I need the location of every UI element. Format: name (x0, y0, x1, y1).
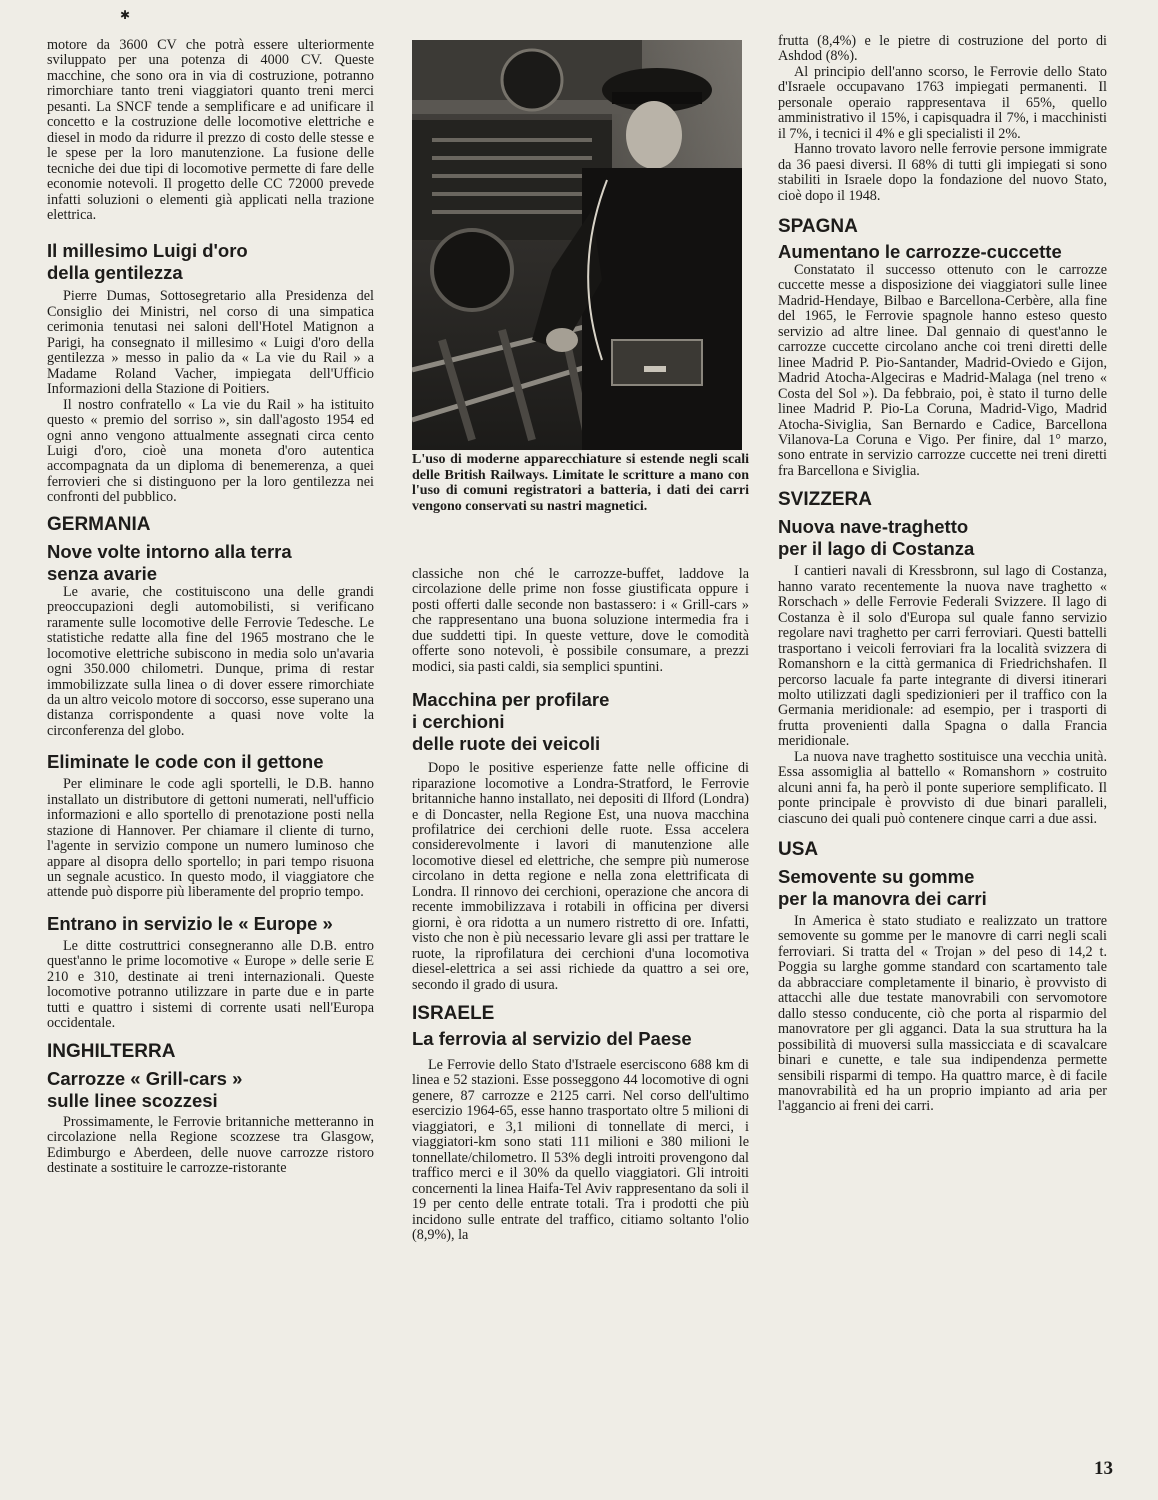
section-country: INGHILTERRA (47, 1040, 176, 1062)
page-number: 13 (1094, 1458, 1113, 1479)
article-headline: Macchina per profilare (412, 689, 610, 711)
article-paragraph: Pierre Dumas, Sottosegretario alla Presidenza del Consiglio dei Ministri, nel corso di una simpatica cerimonia tenutasi nei saloni dell'Hotel Matignon a Parigi, ha consegnato il millesimo « Luigi d'oro della gentilezza » messo in palio da « La vie du Rail » a Madame Roland Vacher, impiegata dell'Ufficio Informazioni della Stazione di Poitiers. (47, 288, 374, 398)
section-country: USA (778, 839, 819, 861)
article-paragraph: Hanno trovato lavoro nelle ferrovie persone immigrate da 36 paesi diversi. Il 68% di tutti gli impiegati si sono stabiliti in Israele dopo la fondazione del nuovo Stato, cioè dopo il 1948. (778, 141, 1107, 204)
article-paragraph: Constatato il successo ottenuto con le carrozze cuccette messe a disposizione dei viaggiatori sulle linee Madrid-Hendaye, Bilbao e Barcellona-Cerbère, alla fine del 1965, le Ferrovie spagnole hanno esteso questo servizio ad altre linee. Dal gennaio di quest'anno le carrozze cuccette circolano anche coi treni diretti delle linee Madrid P. Pio-Santander, Madrid-Oviedo e Gijon, Madrid Atocha-Algeciras e Madrid-Malaga (nel treno « Costa del Sol »). Da febbraio, poi, è stato il turno delle linee Madrid P. Pio-La Coruna, Madrid-Vigo, Madrid Atocha-Siviglia, San Bernardo e Cadice, Barcellona Vilanova-La Coruna e Vigo. Per finire, dal 1° marzo, sono entrate in servizio carrozze cuccette nei treni diretti fra Barcellona e Siviglia. (778, 261, 1107, 479)
page-mark: ✱ (120, 8, 131, 22)
article-paragraph: Prossimamente, le Ferrovie britanniche metteranno in circolazione nella Regione scozzese tra Glasgow, Edimburgo e Aberdeen, delle nuove carrozze ristoro destinate a sostituire le carrozze-ristorante (47, 1113, 374, 1177)
article-headline: per la manovra dei carri (778, 888, 987, 910)
article-headline: per il lago di Costanza (778, 538, 975, 560)
article-headline: Eliminate le code con il gettone (47, 751, 324, 773)
article-paragraph: Le avarie, che costituiscono una delle grandi preoccupazioni degli automobilisti, si verificano raramente sulle locomotive delle Ferrovie Tedesche. Le statistiche redatte alla fine del 1965 mostrano che le locomotive elettriche subiscono in media solo un'avaria ogni 350.000 chilometri. Dunque, prima di restar immobilizzate sulla linea o di dover essere rimorchiate da un altro veicolo motore di soccorso, esse superano una distanza corrispondente a quasi nove volte la circonferenza del globo. (47, 583, 375, 739)
section-country: GERMANIA (47, 513, 151, 535)
article-paragraph: Per eliminare le code agli sportelli, le D.B. hanno installato un distributore di gettoni numerati, nell'ufficio informazioni e allo sportello di prenotazione posti nella stazione di Hannover. Per chiamare il cliente di turno, l'agente in servizio compone un numero luminoso che appare al disopra dello sportello; in pari tempo risuona un segnale acustico. In questo modo, il viaggiatore che attende può disporre più liberamente del proprio tempo. (47, 776, 374, 901)
article-paragraph: Dopo le positive esperienze fatte nelle officine di riparazione locomotive a Londra-Stratford, le Ferrovie britanniche hanno installato, nei depositi di Ilford (Londra) e di Doncaster, nella Regione Est, una nuova macchina profilatrice dei cerchioni delle ruote. Essa accelera considerevolmente i lavori di manutenzione alle locomotive diesel ed elettriche, che sempre più numerose circolano in detta regione e nella zona elettrificata di Londra. Il rinnovo dei cerchioni, operazione che ancora di recente immobilizzava i rotabili in officina per diversi giorni, è ora ridotta a un numero ristretto di ore. Infatti, visto che non è più necessario levare gli assi per trattare le ruote, la riprofilatura dei cerchioni d'una locomotiva diesel-elettrica a sei assi richiede da quattro a sei ore, secondo il grado di usura. (412, 760, 749, 993)
article-headline: Nove volte intorno alla terra (47, 540, 292, 562)
section-country: ISRAELE (412, 1002, 495, 1024)
article-headline: Nuova nave-traghetto (778, 516, 969, 538)
column-1-intro: motore da 3600 CV che potrà essere ulteriormente sviluppato per una potenza di 4000 CV. Queste macchine, che sono ora in via di costruzione, potranno rimorchiare tanto treni viaggiatori quanto treni merci pesanti. La SNCF tende a semplificare e ad unificare il concetto e la costruzione delle locomotive elettriche e diesel in modo da ridurre il prezzo di costo delle stesse e le spese per la loro manutenzione. La fusione delle tecniche dei due tipi di locomotive permette di fare delle economie notevoli. Il progetto delle CC 72000 prevede infatti soluzioni o elementi già applicati nella trazione elettrica. (47, 37, 374, 223)
section-country: SPAGNA (778, 215, 858, 237)
article-paragraph: Al principio dell'anno scorso, le Ferrovie dello Stato d'Israele occupavano 1763 impiegati permanenti. Il personale operaio rappresentava il 65%, quello amministrativo il 15%, i capisquadra il 7%, i macchinisti il 7%, i tecnici il 4% e gli specialisti il 2%. (778, 63, 1107, 142)
column-2-continuation: classiche non ché le carrozze-buffet, laddove la circolazione delle prime non fosse giustificata oppure i posti offerti dalle seconde non bastassero: i « Grill-cars » che rappresentano una buona soluzione intermedia fra i due suddetti tipi. In queste vetture, dove le comodità offerte sono notevoli, è possibile consumare, a prezzi modici, sia pasti caldi, sia semplici spuntini. (412, 566, 749, 675)
article-paragraph: Il nostro confratello « La vie du Rail » ha istituito questo « premio del sorriso », sin dall'agosto 1954 ed ogni anno vengono attualmente assegnati circa cento Luigi d'oro, cioè una moneta d'oro autentica accompagnata da un diploma di benemerenza, a quei ferrovieri che si distinguono per la loro gentilezza nei confronti del pubblico. (47, 396, 374, 506)
article-headline: sulle linee scozzesi (47, 1089, 218, 1111)
article-headline: Il millesimo Luigi d'oro (47, 240, 248, 262)
article-headline: della gentilezza (47, 262, 183, 284)
column-3 (778, 0, 1107, 1115)
article-headline: La ferrovia al servizio del Paese (412, 1027, 692, 1049)
article-headline: Aumentano le carrozze-cuccette (778, 240, 1062, 262)
article-paragraph: I cantieri navali di Kressbronn, sul lago di Costanza, hanno varato recentemente la nuova nave traghetto « Rorschach » delle Ferrovie Federali Svizzere. Il lago di Costanza è il solo d'Europa sul quale fanno servizio regolare navi traghetto per carri ferroviari. Questi battelli trasportano i veicoli ferroviari fra la località svizzera di Romanshorn e la città germanica di Friedrichshafen. Il percorso lacuale fa parte integrante di diversi itinerari molto utilizzati dagli spedizionieri per il traffico con la Germania meridionale: ad esempio, per i trasporti di frutta provenienti dalla Spagna o dalla Francia meridionale. (778, 563, 1107, 750)
article-headline: i cerchioni (412, 711, 505, 733)
article-paragraph: Le Ferrovie dello Stato d'Istraele eserciscono 688 km di linea e 52 stazioni. Esse posseggono 44 locomotive di ogni genere, 87 carrozze e 2125 carri. Nel corso dell'ultimo esercizio 1964-65, esse hanno trasportato oltre 5 milioni di viaggiatori, e 3,1 milioni di tonnellate di merci, i viaggiatori-km sono stati 111 milioni e 380 milioni le tonnellate/chilometro. Il 53% degli introiti provengono dal traffico merci e il 30% da quello viaggiatori. Gli introiti concernenti la linea Haifa-Tel Aviv rappresentano da soli il 19 per cento delle entrate totali. Tra i prodotti che più incidono sulle entrate del traffico, citiamo soltanto l'olio (8,9%), la (412, 1056, 749, 1243)
article-headline: Semovente su gomme (778, 866, 975, 888)
column-3-continuation: frutta (8,4%) e le pietre di costruzione del porto di Ashdod (8%). (778, 33, 1107, 65)
section-country: SVIZZERA (778, 489, 872, 511)
article-headline: Entrano in servizio le « Europe » (47, 912, 333, 934)
article-headline: Carrozze « Grill-cars » (47, 1067, 243, 1089)
article-paragraph: La nuova nave traghetto sostituisce una vecchia unità. Essa assomiglia al battello « Romanshorn » costruito alcuni anni fa, ha però il ponte superiore semplificato. Il ponte principale è provvisto di due binari paralleli, ciascuno dei quali può contenere cinque carri a due assi. (778, 748, 1107, 827)
article-paragraph: Le ditte costruttrici consegneranno alle D.B. entro quest'anno le prime locomotive « Europe » delle serie E 210 e 310, destinate ai treni internazionali. Queste locomotive potranno utilizzare in parte due e in parte tutti e quattro i sistemi di corrente usati nell'Europa occidentale. (47, 937, 374, 1032)
article-paragraph: In America è stato studiato e realizzato un trattore semovente su gomme per le manovre di carri negli scali ferroviari. Si tratta del « Trojan » del peso di 14,2 t. Poggia su larghe gomme standard con scartamento tale da abbracciare completamente il binario, è provvisto di attacchi alle due testate manovrabili con servomotore dallo stesso conducente, ciò che porta al risparmio del manovratore per gli agganci. Data la sua struttura ha la possibilità di muoversi sulla massicciata e di scavalcare binari e cunette, e tale sua indipendenza permette sensibili risparmi di tempo. Ha quattro marce, è di facile manovrabilità ed ha un proprio impianto ad aria per l'aggancio ai freni dei carri. (778, 913, 1107, 1115)
article-headline: delle ruote dei veicoli (412, 733, 601, 755)
column-1 (47, 0, 374, 1176)
article-headline: senza avarie (47, 562, 158, 584)
photo-caption: L'uso di moderne apparecchiature si estende negli scali delle British Railways. Limitate le scritture a mano con l'uso di comuni registratori a batteria, i dati dei carri vengono conservati su nastri magnetici. (412, 452, 749, 514)
column-2 (412, 0, 749, 1243)
